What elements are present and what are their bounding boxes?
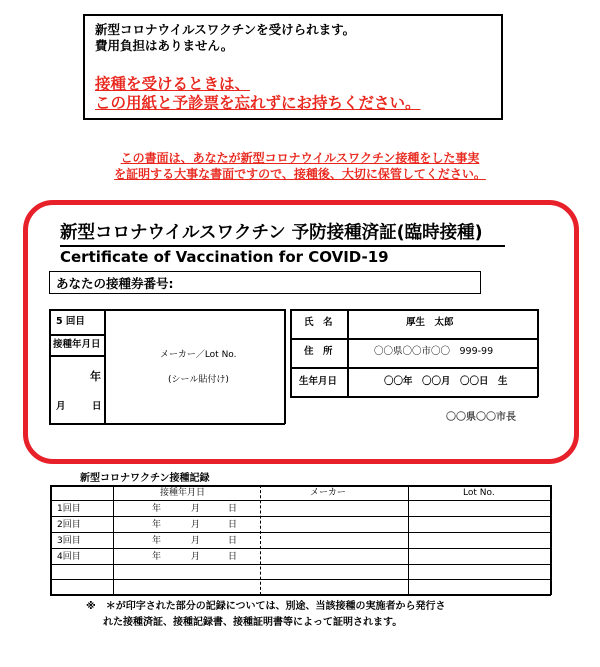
certificate-title: 新型コロナウイルスワクチン 予防接種済証(臨時接種) <box>60 223 483 243</box>
record-row-3-dose: 3回目 <box>57 536 81 546</box>
record-title: 新型コロナワクチン接種記録 <box>80 473 210 484</box>
record-row-3-month: 月 <box>191 536 201 546</box>
notice-red-line-1: 接種を受けるときは、 <box>95 75 251 93</box>
record-row-4-year: 年 <box>152 552 162 562</box>
record-row-4-month: 月 <box>191 552 201 562</box>
record-header-lot: Lot No. <box>463 488 495 498</box>
certificate-subtitle: Certificate of Vaccination for COVID-19 <box>60 248 389 266</box>
record-row-2-dose: 2回目 <box>57 520 81 530</box>
record-row-1-month: 月 <box>191 504 201 514</box>
year-label: 年 <box>90 370 101 383</box>
notice-line-2: 費用負担はありません。 <box>95 38 234 53</box>
record-row-1-day: 日 <box>228 504 238 514</box>
ticket-number-label: あなたの接種券番号: <box>56 276 174 291</box>
record-header-maker: メーカー <box>310 488 346 498</box>
dob-label: 生年月日 <box>299 376 338 387</box>
mayor-signature: 〇〇県〇〇市長 <box>446 412 516 423</box>
day-label: 日 <box>92 401 102 412</box>
record-row-3-day: 日 <box>228 536 238 546</box>
sticker-note: (シール貼付け) <box>168 375 229 385</box>
month-label: 月 <box>56 401 66 412</box>
ticket-number-box <box>49 271 481 294</box>
notice-line-1: 新型コロナウイルスワクチンを受けられます。 <box>95 22 356 37</box>
record-row-4-dose: 4回目 <box>57 552 81 562</box>
maker-lot-label: メーカー／Lot No. <box>160 350 237 360</box>
record-row-2-day: 日 <box>228 520 238 530</box>
caption-line-2: を証明する大事な書面ですので、接種後、大切に保管してください。 <box>114 167 486 181</box>
record-row-1-dose: 1回目 <box>57 504 81 514</box>
notice-box <box>83 14 503 120</box>
record-row-2-month: 月 <box>191 520 201 530</box>
dose-number: 5 回目 <box>56 316 85 327</box>
record-row-3-year: 年 <box>152 536 162 546</box>
footnote-line-2: れた接種済証、接種記録書、接種証明書等によって証明されます。 <box>103 617 403 628</box>
dob-value: 〇〇年 〇〇月 〇〇日 生 <box>384 376 508 387</box>
notice-red-line-2: この用紙と予診票を忘れずにお持ちください。 <box>95 94 421 112</box>
footnote-line-1: ※ ＊が印字された部分の記録については、別途、当該接種の実施者から発行さ <box>86 601 446 612</box>
address-label: 住 所 <box>304 346 333 357</box>
record-row-4-day: 日 <box>228 552 238 562</box>
vaccination-date-label: 接種年月日 <box>53 339 101 350</box>
name-value: 厚生 太郎 <box>406 317 454 328</box>
record-row-2-year: 年 <box>152 520 162 530</box>
record-header-date: 接種年月日 <box>160 488 206 498</box>
name-label: 氏 名 <box>304 317 333 328</box>
address-value: 〇〇県〇〇市〇〇 999-99 <box>374 346 494 357</box>
record-row-1-year: 年 <box>152 504 162 514</box>
caption-line-1: この書面は、あなたが新型コロナウイルスワクチン接種をした事実 <box>120 151 480 165</box>
